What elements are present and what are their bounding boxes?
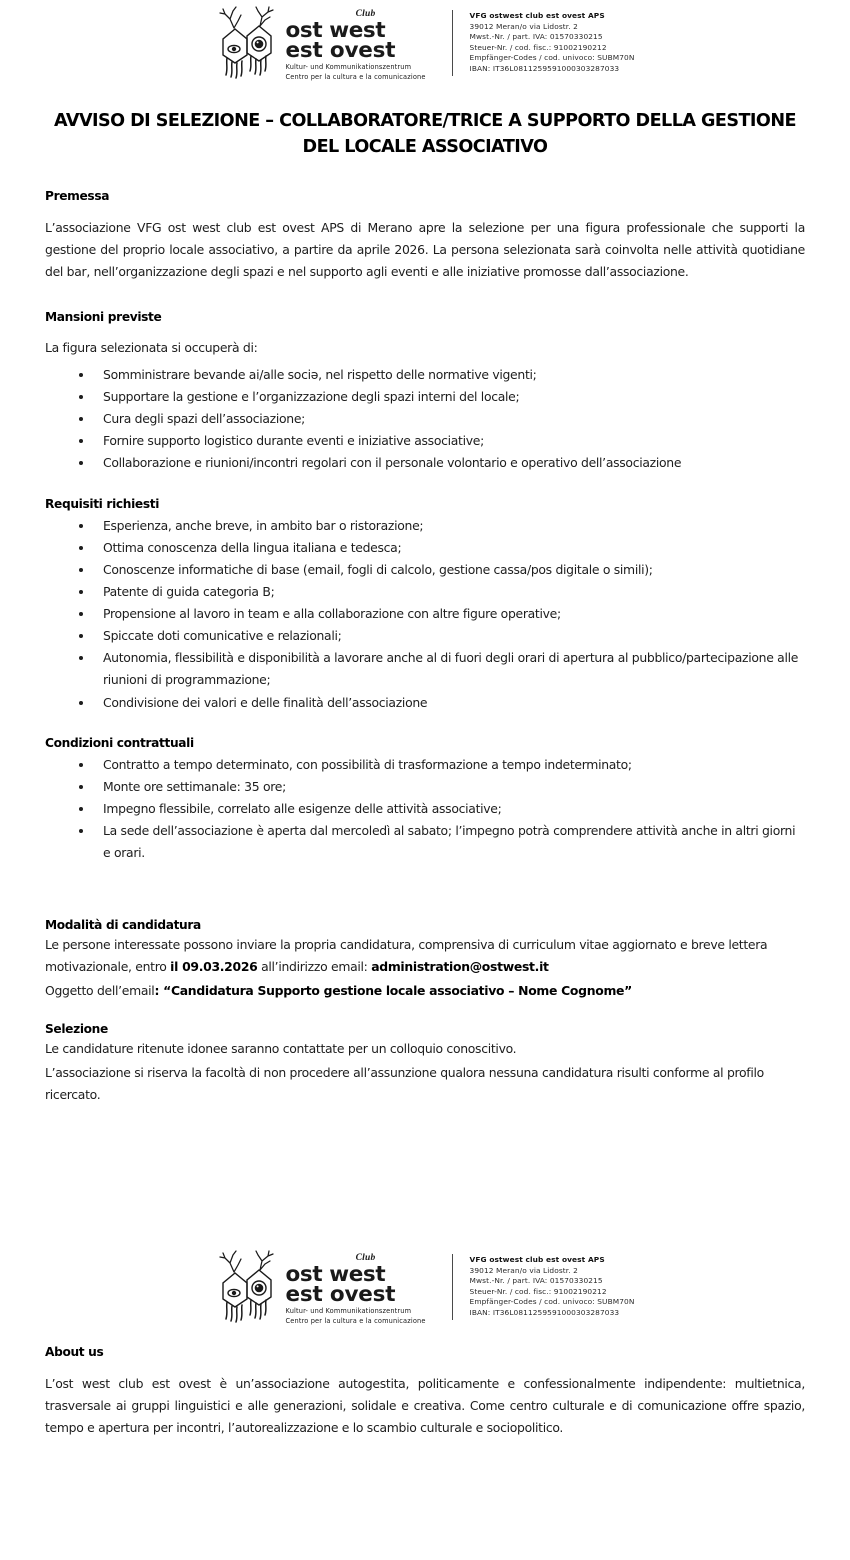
footer-letterhead-wrapper bbox=[45, 1250, 805, 1326]
heading-modalita: Modalità di candidatura bbox=[45, 917, 201, 932]
list-condizioni bbox=[45, 754, 805, 864]
company-address: 39012 Meran/o via Lidostr. 2 bbox=[469, 21, 578, 31]
section-requisiti bbox=[45, 497, 805, 714]
list-item: La sede dell’associazione è aperta dal mercoledì al sabato; l’impegno potrà comprendere attività anche in altri giorni e orari. bbox=[45, 820, 805, 864]
list-item: Esperienza, anche breve, in ambito bar o ristorazione; bbox=[45, 515, 805, 537]
list-item: Contratto a tempo determinato, con possibilità di trasformazione a tempo indeterminato; bbox=[45, 754, 805, 776]
application-email: administration@ostwest.it bbox=[371, 959, 549, 975]
email-subject-label: Oggetto dell’email bbox=[45, 983, 155, 999]
logo-wordmark-footer bbox=[286, 1250, 438, 1326]
letterhead-divider bbox=[452, 10, 453, 76]
heading-premessa: Premessa bbox=[45, 189, 110, 204]
ostwest-deer-house-logo-icon bbox=[216, 6, 282, 80]
list-item: Collaborazione e riunioni/incontri regolari con il personale volontario e operativo dell’associazione bbox=[45, 452, 805, 474]
modalita-text-b: all’indirizzo email: bbox=[257, 959, 372, 975]
company-iban: IBAN: IT36L0811259591000303287033 bbox=[469, 1307, 620, 1317]
footer-letterhead bbox=[45, 1250, 805, 1326]
section-premessa bbox=[45, 189, 805, 283]
logo-club-word: Club bbox=[355, 9, 376, 19]
logo-tagline-de: Kultur- und Kommunikationszentrum bbox=[285, 1307, 412, 1316]
heading-condizioni: Condizioni contrattuali bbox=[45, 735, 194, 750]
list-item: Autonomia, flessibilità e disponibilità a lavorare anche al di fuori degli orari di apertura al pubblico/partecipazione alle riunioni di programmazione; bbox=[45, 647, 805, 691]
logo-line-2: est ovest bbox=[285, 1282, 396, 1308]
document-title: AVVISO DI SELEZIONE – COLLABORATORE/TRICE A SUPPORTO DELLA GESTIONE DEL LOCALE ASSOCIATIVO bbox=[54, 110, 796, 158]
heading-mansioni: Mansioni previste bbox=[45, 310, 162, 325]
paragraph-selezione-1: Le candidature ritenute idonee saranno contattate per un colloquio conoscitivo. bbox=[45, 1041, 517, 1057]
logo-tagline-it: Centro per la cultura e la comunicazione bbox=[285, 72, 426, 81]
organization-logo-footer bbox=[216, 1250, 438, 1326]
intro-mansioni: La figura selezionata si occuperà di: bbox=[45, 340, 258, 356]
organization-logo bbox=[216, 6, 438, 82]
list-item: Propensione al lavoro in team e alla collaborazione con altre figure operative; bbox=[45, 603, 805, 625]
heading-requisiti: Requisiti richiesti bbox=[45, 496, 160, 511]
list-item: Impegno flessibile, correlato alle esigenze delle attività associative; bbox=[45, 798, 805, 820]
list-item: Supportare la gestione e l’organizzazione degli spazi interni del locale; bbox=[45, 386, 805, 408]
ostwest-deer-house-logo-icon bbox=[216, 1250, 282, 1324]
logo-tagline-it: Centro per la cultura e la comunicazione bbox=[285, 1316, 426, 1325]
section-condizioni bbox=[45, 736, 805, 864]
company-tax-code: Steuer-Nr. / cod. fisc.: 91002190212 bbox=[469, 42, 607, 52]
section-selezione bbox=[45, 1022, 805, 1106]
list-item: Cura degli spazi dell’associazione; bbox=[45, 408, 805, 430]
paragraph-premessa: L’associazione VFG ost west club est ovest APS di Merano apre la selezione per una figura professionale che supporti la gestione del proprio locale associativo, a partire da aprile 2026. La persona selezionata sarà coinvolta nelle attività quotidiane del bar, nell’organizzazione degli spazi e nel supporto agli eventi e alle iniziative promosse dall’associazione. bbox=[45, 220, 805, 280]
letterhead-company-info bbox=[470, 6, 635, 74]
logo-tagline-de: Kultur- und Kommunikationszentrum bbox=[285, 63, 412, 72]
company-tax-code: Steuer-Nr. / cod. fisc.: 91002190212 bbox=[469, 1286, 607, 1296]
company-name: VFG ostwest club est ovest APS bbox=[469, 1255, 605, 1264]
footer-company-info bbox=[470, 1250, 635, 1318]
company-iban: IBAN: IT36L0811259591000303287033 bbox=[469, 63, 620, 73]
company-vat: Mwst.-Nr. / part. IVA: 01570330215 bbox=[469, 1276, 603, 1286]
paragraph-modalita bbox=[45, 934, 805, 978]
list-item: Somministrare bevande ai/alle sociə, nel rispetto delle normative vigenti; bbox=[45, 364, 805, 386]
paragraph-email-subject bbox=[45, 980, 805, 1002]
section-mansioni bbox=[45, 310, 805, 473]
company-sdi-code: Empfänger-Codes / cod. univoco: SUBM70N bbox=[469, 53, 635, 63]
logo-line-1: ost west bbox=[285, 17, 386, 43]
modalita-text-a: Le persone interessate possono inviare la propria candidatura, comprensiva di curriculum vitae aggiornato e breve lettera motivazionale, entro bbox=[45, 936, 768, 975]
list-mansioni bbox=[45, 364, 805, 474]
list-item: Monte ore settimanale: 35 ore; bbox=[45, 776, 805, 798]
header-letterhead bbox=[45, 0, 805, 82]
paragraph-selezione-2: L’associazione si riserva la facoltà di non procedere all’assunzione qualora nessuna candidatura risulti conforme al profilo ricercato. bbox=[45, 1065, 764, 1103]
list-item: Patente di guida categoria B; bbox=[45, 581, 805, 603]
paragraph-about-us: L’ost west club est ovest è un’associazione autogestita, politicamente e confessionalmente indipendente: multietnica, trasversale ai gruppi linguistici e alle generazioni, solidale e creativa. Come centro culturale e di comunicazione offre spazio, tempo e apertura per incontri, l’autorealizzazione e lo scambio culturale e sociopolitico. bbox=[45, 1376, 805, 1436]
application-deadline: il 09.03.2026 bbox=[170, 959, 258, 975]
email-subject-value: : “Candidatura Supporto gestione locale associativo – Nome Cognome” bbox=[154, 983, 632, 999]
letterhead-divider bbox=[452, 1254, 453, 1320]
list-item: Ottima conoscenza della lingua italiana e tedesca; bbox=[45, 537, 805, 559]
list-item: Fornire supporto logistico durante eventi e iniziative associative; bbox=[45, 430, 805, 452]
company-name: VFG ostwest club est ovest APS bbox=[469, 11, 605, 20]
company-address: 39012 Meran/o via Lidostr. 2 bbox=[469, 1265, 578, 1275]
logo-wordmark bbox=[286, 6, 438, 82]
logo-line-1: ost west bbox=[285, 1261, 386, 1287]
list-requisiti bbox=[45, 515, 805, 714]
list-item: Conoscenze informatiche di base (email, fogli di calcolo, gestione cassa/pos digitale o simili); bbox=[45, 559, 805, 581]
heading-selezione: Selezione bbox=[45, 1022, 108, 1037]
logo-club-word: Club bbox=[355, 1253, 376, 1263]
section-about-us bbox=[45, 1345, 805, 1439]
logo-line-2: est ovest bbox=[285, 38, 396, 64]
company-vat: Mwst.-Nr. / part. IVA: 01570330215 bbox=[469, 32, 603, 42]
list-item: Condivisione dei valori e delle finalità dell’associazione bbox=[45, 692, 805, 714]
heading-about-us: About us bbox=[45, 1345, 104, 1359]
list-item: Spiccate doti comunicative e relazionali; bbox=[45, 625, 805, 647]
section-modalita-candidatura bbox=[45, 918, 805, 1002]
company-sdi-code: Empfänger-Codes / cod. univoco: SUBM70N bbox=[469, 1297, 635, 1307]
